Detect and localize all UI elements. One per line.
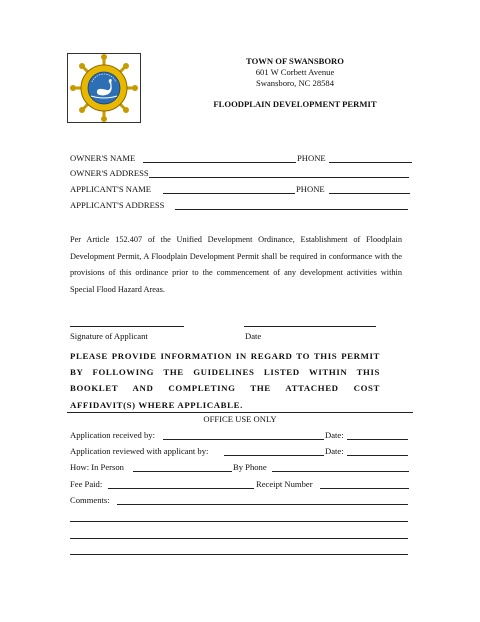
receipt-number-label: Receipt Number (256, 479, 313, 489)
instructions-text: PLEASE PROVIDE INFORMATION IN REGARD TO THIS PERMIT BY FOLLOWING THE GUIDELINES LISTED WITHIN THIS BOOKLET AND COMPLETING THE ATTACHED COST AFFIDAVIT(S) WHERE APPLICABLE. (70, 351, 380, 410)
form-title: FLOODPLAIN DEVELOPMENT PERMIT (213, 99, 377, 109)
in-person-field[interactable] (133, 471, 232, 472)
reviewed-date-field[interactable] (347, 455, 408, 456)
signature-date-label: Date (245, 331, 262, 341)
owner-address-field[interactable] (149, 177, 409, 178)
owner-phone-field[interactable] (329, 162, 412, 163)
address-line-1: 601 W Corbett Avenue (255, 67, 335, 77)
applicant-address-field[interactable] (175, 209, 408, 210)
fee-paid-field[interactable] (108, 488, 254, 489)
reviewed-by-label: Application reviewed with applicant by: (70, 446, 209, 456)
by-phone-field[interactable] (272, 471, 409, 472)
in-person-label: How: In Person (70, 462, 124, 472)
applicant-name-field[interactable] (163, 193, 295, 194)
applicant-name-label: APPLICANT'S NAME (70, 184, 152, 194)
owner-address-label: OWNER'S ADDRESS (70, 168, 149, 178)
comments-line-1[interactable] (117, 504, 408, 505)
applicant-phone-field[interactable] (329, 193, 410, 194)
comments-line-3[interactable] (70, 538, 408, 539)
applicant-signature-field[interactable] (70, 326, 184, 327)
fee-paid-label: Fee Paid: (70, 479, 103, 489)
received-date-field[interactable] (347, 439, 408, 440)
applicant-address-label: APPLICANT'S ADDRESS (70, 200, 165, 210)
applicant-phone-label: PHONE (296, 184, 325, 194)
town-seal-icon (68, 54, 140, 122)
town-name: TOWN OF SWANSBORO (246, 56, 344, 66)
reviewed-by-field[interactable] (224, 455, 324, 456)
applicant-signature-label: Signature of Applicant (70, 331, 148, 341)
signature-date-field[interactable] (244, 326, 376, 327)
owner-name-label: OWNER'S NAME (70, 153, 136, 163)
by-phone-label: By Phone (233, 462, 267, 472)
comments-line-4[interactable] (70, 554, 408, 555)
comments-line-2[interactable] (70, 521, 408, 522)
address-line-2: Swansboro, NC 28584 (255, 78, 335, 88)
receipt-number-field[interactable] (320, 488, 409, 489)
office-use-divider (67, 412, 413, 413)
town-seal-logo (67, 53, 141, 123)
office-use-heading: OFFICE USE ONLY (203, 414, 277, 424)
received-by-label: Application received by: (70, 430, 155, 440)
owner-name-field[interactable] (143, 162, 296, 163)
received-by-field[interactable] (163, 439, 324, 440)
ordinance-paragraph: Per Article 152.407 of the Unified Development Ordinance, Establishment of Floodplain Development Permit, A Floodplain Development Permit shall be required in conformance with the provisions of this ordinance prior to the commencement of any development activities within Special Flood Hazard Areas. (70, 235, 402, 294)
owner-phone-label: PHONE (297, 153, 326, 163)
reviewed-date-label: Date: (325, 446, 344, 456)
received-date-label: Date: (325, 430, 344, 440)
comments-label: Comments: (70, 495, 110, 505)
